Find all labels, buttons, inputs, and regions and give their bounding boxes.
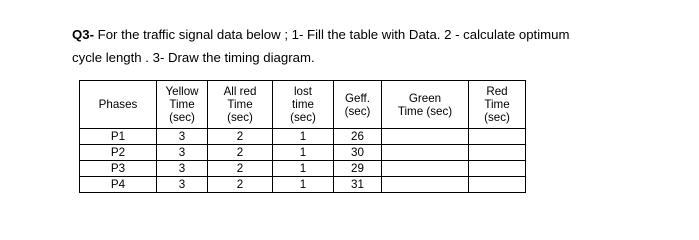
all-red-cell: 2 [208,177,273,193]
lost-time-cell: 1 [273,145,334,161]
lost-time-cell: 1 [273,161,334,177]
yellow-cell: 3 [157,145,208,161]
lost-time-cell: 1 [273,177,334,193]
yellow-cell: 3 [157,129,208,145]
red-time-cell [469,161,526,177]
red-time-cell [469,177,526,193]
header-row [80,81,526,129]
geff-cell: 29 [334,161,382,177]
header-all-red-time: All red Time (sec) [208,81,273,129]
yellow-cell: 3 [157,177,208,193]
table-row-p2 [80,145,526,161]
question-line-1 [72,23,672,46]
phase-cell: P2 [80,145,157,161]
lost-time-cell: 1 [273,129,334,145]
geff-cell: 31 [334,177,382,193]
header-red-time: Red Time (sec) [469,81,526,129]
table-row-p4 [80,177,526,193]
question-label: Q3- [72,27,94,42]
signal-data-table [79,80,526,193]
table-row-p1 [80,129,526,145]
table-row-p3 [80,161,526,177]
phase-cell: P4 [80,177,157,193]
green-time-cell [382,129,469,145]
all-red-cell: 2 [208,129,273,145]
green-time-cell [382,161,469,177]
header-lost-time: lost time (sec) [273,81,334,129]
red-time-cell [469,145,526,161]
question-line-1-text: For the traffic signal data below ; 1- Fill the table with Data. 2 - calculate optimum [93,27,570,42]
green-time-cell [382,177,469,193]
header-green-time: Green Time (sec) [382,81,469,129]
phase-cell: P1 [80,129,157,145]
header-phases: Phases [80,81,157,129]
geff-cell: 30 [334,145,382,161]
all-red-cell: 2 [208,161,273,177]
yellow-cell: 3 [157,161,208,177]
phase-cell: P3 [80,161,157,177]
header-yellow-time: Yellow Time (sec) [157,81,208,129]
question-line-2: cycle length . 3- Draw the timing diagram. [72,50,315,65]
question-text [72,23,672,69]
green-time-cell [382,145,469,161]
geff-cell: 26 [334,129,382,145]
all-red-cell: 2 [208,145,273,161]
red-time-cell [469,129,526,145]
header-geff: Geff. (sec) [334,81,382,129]
